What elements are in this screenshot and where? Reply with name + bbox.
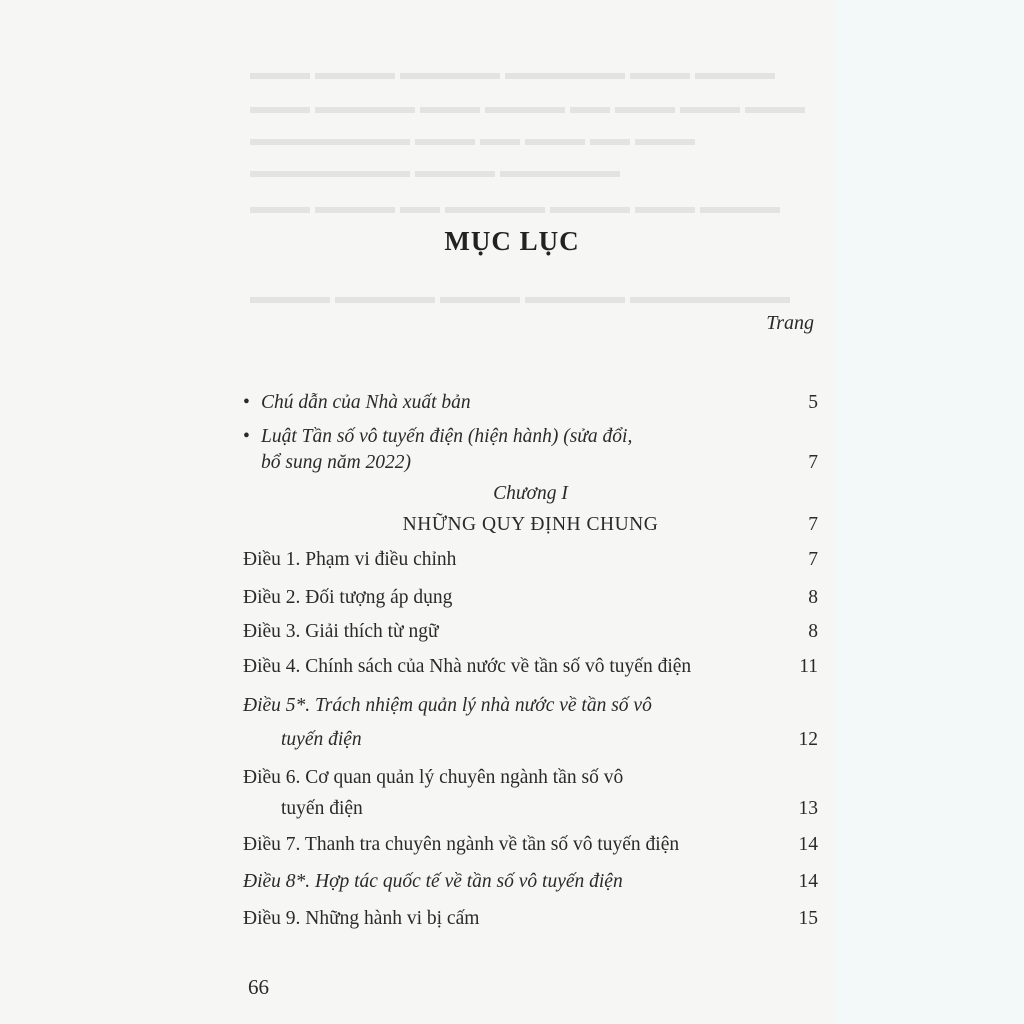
- bullet-icon: •: [243, 392, 250, 413]
- toc-article-text: Điều 7. Thanh tra chuyên ngành về tần số vô tuyến điện: [243, 834, 680, 855]
- page-margin: [835, 0, 1024, 1024]
- toc-article[interactable]: [243, 906, 818, 932]
- toc-entry-page: 5: [808, 392, 818, 413]
- show-through-texture: ▬▬▬▬ ▬▬▬▬▬ ▬▬▬▬ ▬▬▬▬▬ ▬▬▬▬▬▬▬▬: [250, 286, 790, 308]
- toc-article-continued[interactable]: [243, 796, 818, 822]
- toc-article-page: 13: [798, 798, 818, 819]
- page-column-label: Trang: [766, 312, 814, 334]
- show-through-texture: ▬▬▬▬▬▬▬▬ ▬▬▬▬ ▬▬▬▬▬▬: [250, 160, 620, 182]
- toc-article-text-line2: tuyến điện: [281, 729, 362, 750]
- toc-article-page: 14: [798, 834, 818, 855]
- toc-article-text: Điều 3. Giải thích từ ngữ: [243, 621, 439, 642]
- toc-article-text: Điều 8*. Hợp tác quốc tế về tần số vô tuyến điện: [243, 871, 623, 892]
- toc-article-text: Điều 2. Đối tượng áp dụng: [243, 587, 453, 608]
- show-through-texture: ▬▬▬ ▬▬▬▬ ▬▬ ▬▬▬▬▬ ▬▬▬▬ ▬▬▬ ▬▬▬▬: [250, 196, 780, 218]
- toc-entry-text: Chú dẫn của Nhà xuất bản: [261, 392, 471, 413]
- toc-article-page: 8: [808, 587, 818, 608]
- toc-article-text: Điều 4. Chính sách của Nhà nước về tần số vô tuyến điện: [243, 656, 692, 677]
- toc-entry-page: 7: [808, 452, 818, 473]
- show-through-texture: ▬▬▬ ▬▬▬▬▬ ▬▬▬ ▬▬▬▬ ▬▬ ▬▬▬ ▬▬▬ ▬▬▬: [250, 96, 805, 118]
- toc-entry[interactable]: [243, 390, 818, 416]
- page-number: 66: [248, 975, 269, 999]
- chapter-page: 7: [808, 514, 818, 535]
- toc-article[interactable]: [243, 585, 818, 611]
- toc-article-page: 15: [798, 908, 818, 929]
- toc-article-page: 7: [808, 549, 818, 570]
- toc-article-page: 11: [799, 656, 818, 677]
- toc-article-text: Điều 9. Những hành vi bị cấm: [243, 908, 480, 929]
- toc-entry-continued[interactable]: [243, 450, 818, 476]
- bullet-icon: •: [243, 426, 250, 447]
- toc-article[interactable]: [243, 765, 818, 791]
- toc-entry-text-line2: bổ sung năm 2022): [261, 452, 412, 473]
- toc-article[interactable]: [243, 869, 818, 895]
- toc-article-continued[interactable]: [243, 727, 818, 753]
- toc-article-page: 8: [808, 621, 818, 642]
- show-through-texture: ▬▬▬▬▬▬▬▬ ▬▬▬ ▬▬ ▬▬▬ ▬▬ ▬▬▬: [250, 128, 695, 150]
- toc-article-text-line2: tuyến điện: [281, 798, 363, 819]
- toc-article-text-line1: Điều 5*. Trách nhiệm quản lý nhà nước về tần số vô: [243, 695, 652, 716]
- toc-article[interactable]: [243, 619, 818, 645]
- toc-article[interactable]: [243, 654, 818, 680]
- toc-entry-text-line1: Luật Tần số vô tuyến điện (hiện hành) (sửa đổi,: [261, 426, 633, 447]
- chapter-label: Chương I: [493, 483, 568, 504]
- toc-article[interactable]: [243, 547, 818, 573]
- toc-article-text: Điều 1. Phạm vi điều chỉnh: [243, 549, 457, 570]
- chapter-title: NHỮNG QUY ĐỊNH CHUNG: [402, 514, 659, 535]
- toc-article-text-line1: Điều 6. Cơ quan quản lý chuyên ngành tần số vô: [243, 767, 624, 788]
- toc-article[interactable]: [243, 832, 818, 858]
- show-through-texture: ▬▬▬ ▬▬▬▬ ▬▬▬▬▬ ▬▬▬▬▬▬ ▬▬▬ ▬▬▬▬: [250, 62, 775, 84]
- toc-entry[interactable]: [243, 424, 818, 450]
- page-title: MỤC LỤC: [444, 226, 580, 256]
- toc-article[interactable]: [243, 693, 818, 719]
- toc-article-page: 12: [798, 729, 818, 750]
- toc-article-page: 14: [798, 871, 818, 892]
